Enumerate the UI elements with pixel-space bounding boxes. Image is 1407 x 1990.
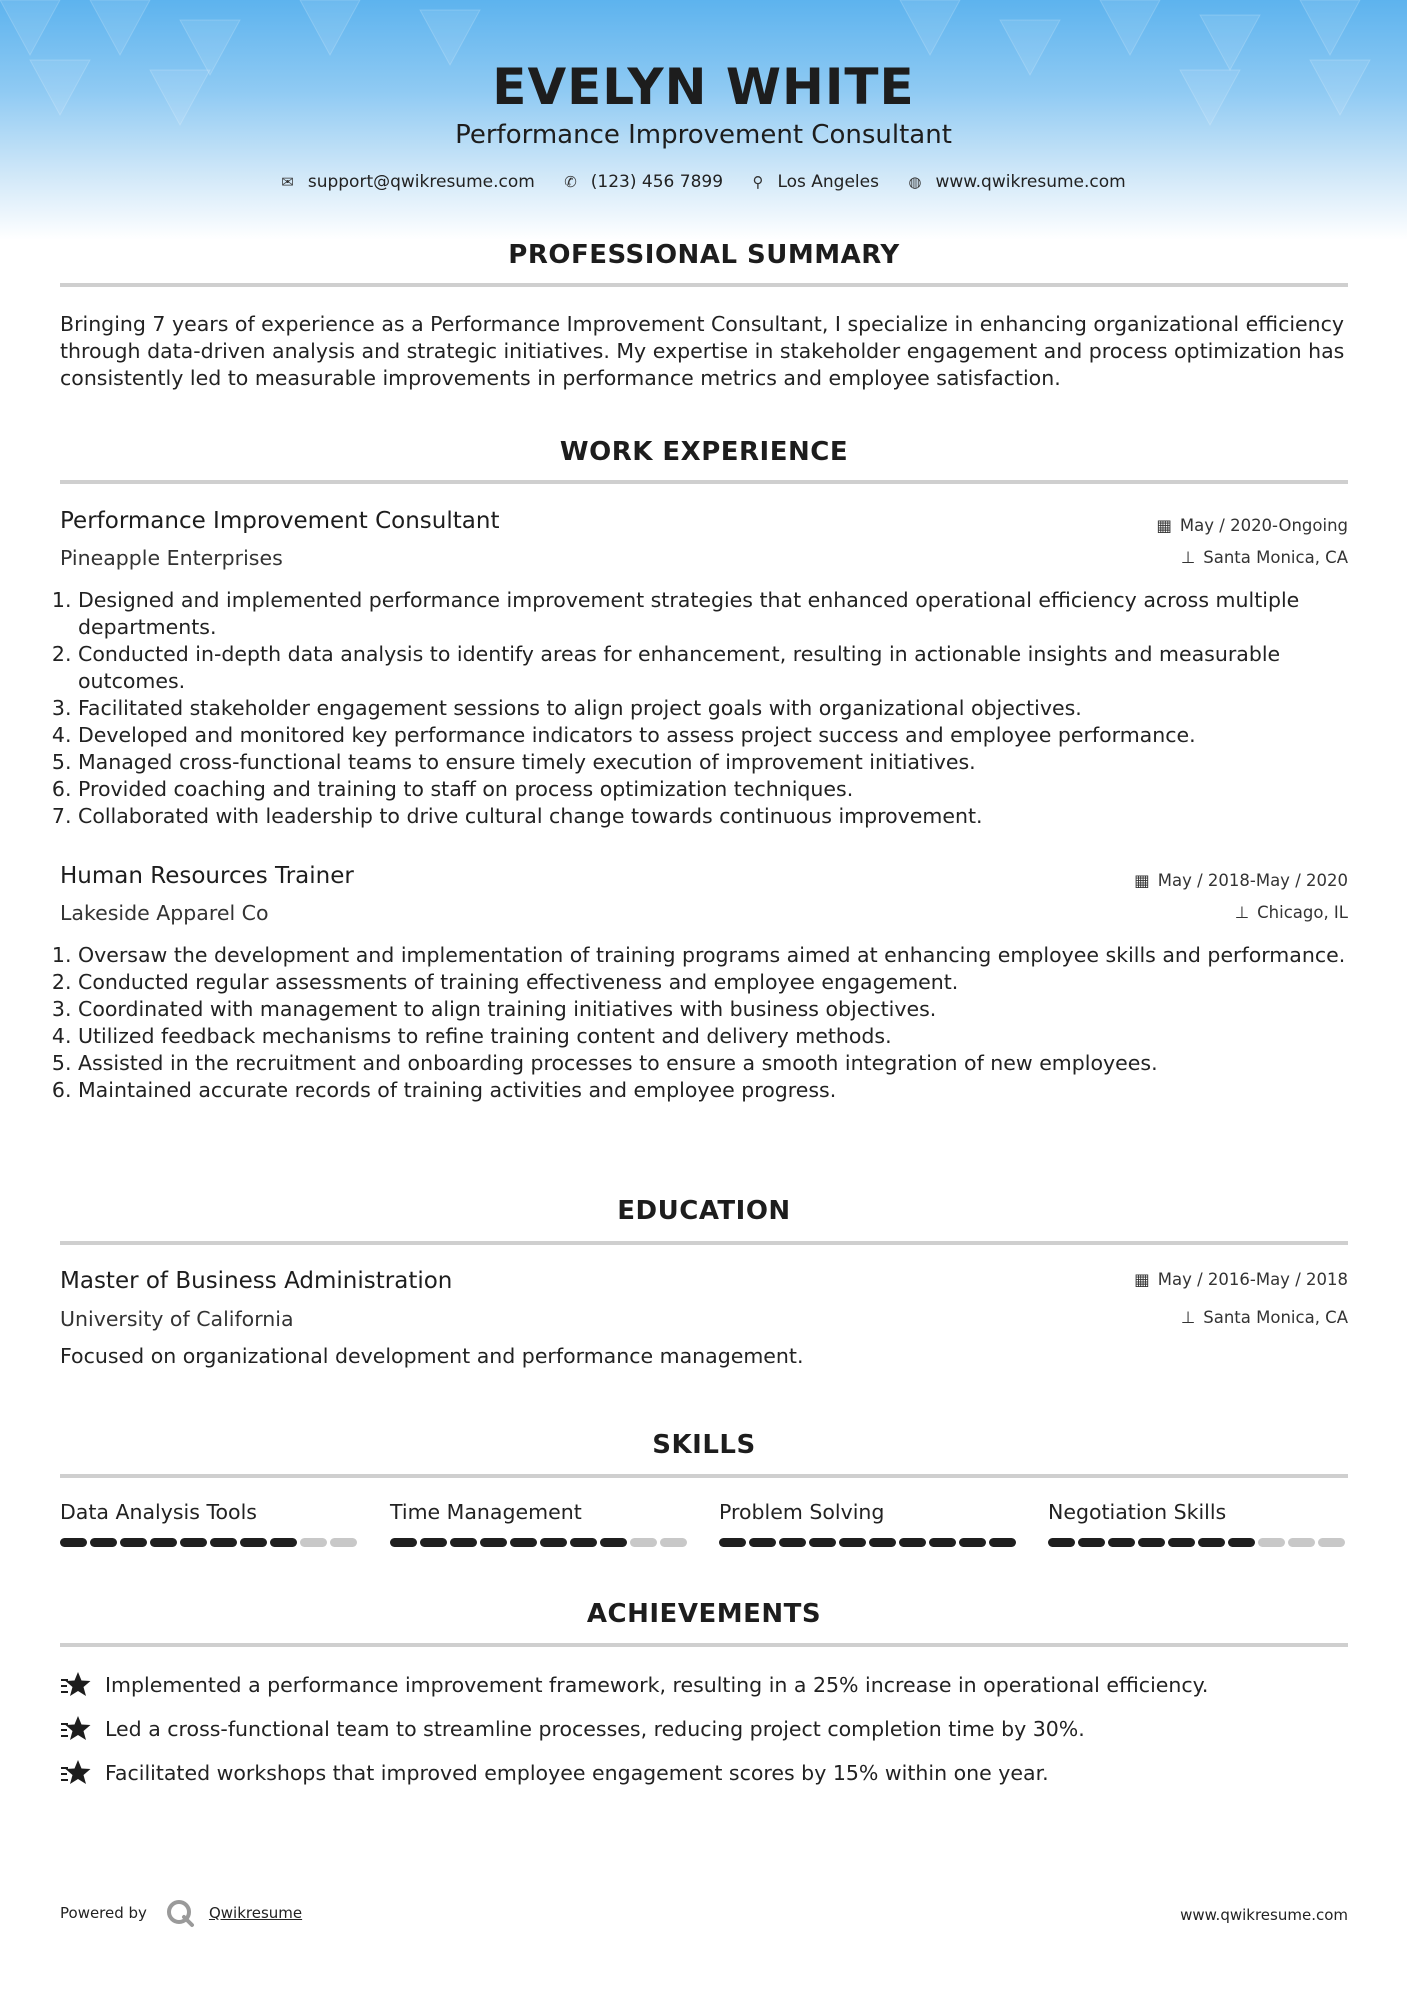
education-location [1181,1308,1348,1327]
skill-level-segment [1288,1538,1315,1547]
star-icon [60,1759,92,1787]
skill-level-segment [510,1538,537,1547]
achievement-text: Facilitated workshops that improved employee engagement scores by 15% within one year. [105,1761,1049,1785]
calendar-icon: ▦ [1134,871,1150,890]
skill-level-segment [480,1538,507,1547]
achievement-text: Implemented a performance improvement framework, resulting in a 25% increase in operational efficiency. [105,1673,1209,1697]
skill-name: Negotiation Skills [1048,1500,1227,1524]
skill-level-segment [839,1538,866,1547]
skill-name: Time Management [390,1500,582,1524]
list-item: 4. Utilized feedback mechanisms to refine training content and delivery methods. [78,1023,1366,1050]
list-item: 6. Maintained accurate records of training activities and employee progress. [78,1077,1366,1104]
job-dates [1134,871,1348,890]
skill-level-bar [719,1538,1019,1547]
job-dates-text: May / 2020-Ongoing [1179,516,1348,535]
company-name: Pineapple Enterprises [60,546,283,570]
calendar-icon: ▦ [1134,1270,1150,1289]
achievements-heading: ACHIEVEMENTS [586,1599,822,1629]
company-name: Lakeside Apparel Co [60,901,269,925]
skill-level-segment [899,1538,926,1547]
qwikresume-link[interactable]: Qwikresume [208,1904,303,1922]
list-item: 1. Designed and implemented performance improvement strategies that enhanced operational efficiency across multiple departments. [78,587,1366,641]
footer-website[interactable]: www.qwikresume.com [1180,1906,1348,1924]
skill-level-segment [1168,1538,1195,1547]
list-item: 3. Facilitated stakeholder engagement sessions to align project goals with organizational objectives. [78,695,1366,722]
skill-level-segment [540,1538,567,1547]
skill-level-segment [300,1538,327,1547]
skill-level-segment [240,1538,267,1547]
skill-level-segment [929,1538,956,1547]
skill-level-segment [1078,1538,1105,1547]
footer-powered-by [60,1898,302,1928]
skills-divider [60,1474,1348,1478]
contact-email[interactable] [281,172,540,192]
achievement-text: Led a cross-functional team to streamline processes, reducing project completion time by 30%. [105,1717,1085,1741]
skill-level-segment [719,1538,746,1547]
education-dates [1134,1270,1348,1289]
job-location [1235,903,1348,922]
star-icon [60,1715,92,1743]
map-marker-icon: ⚲ [752,173,764,191]
skill-level-segment [150,1538,177,1547]
phone-icon: ✆ [564,173,577,191]
education-description: Focused on organizational development and performance management. [60,1344,804,1368]
skill-level-segment [390,1538,417,1547]
job-location-text: Chicago, IL [1257,903,1348,922]
skill-level-bar [1048,1538,1348,1547]
skill-level-segment [959,1538,986,1547]
calendar-icon: ▦ [1156,516,1172,535]
skill-level-segment [450,1538,477,1547]
skill-item [390,1500,690,1524]
envelope-icon: ✉ [281,173,294,191]
list-item: 1. Oversaw the development and implementation of training programs aimed at enhancing employee skills and performance. [78,942,1366,969]
skill-level-segment [749,1538,776,1547]
education-location-text: Santa Monica, CA [1203,1308,1348,1327]
skill-level-segment [630,1538,657,1547]
achievements-divider [60,1643,1348,1647]
skill-item [1048,1500,1348,1524]
candidate-name: EVELYN WHITE [492,58,915,116]
list-item: 5. Managed cross-functional teams to ensure timely execution of improvement initiatives. [78,749,1366,776]
pin-icon: ⊥ [1234,903,1250,922]
list-item: 2. Conducted in-depth data analysis to identify areas for enhancement, resulting in actionable insights and measurable outcomes. [78,641,1366,695]
pin-icon: ⊥ [1180,548,1196,567]
contact-phone-text: (123) 456 7899 [590,172,724,192]
skill-level-segment [1228,1538,1255,1547]
skill-level-segment [180,1538,207,1547]
skill-level-segment [779,1538,806,1547]
job-bullets [60,942,1366,1104]
summary-heading: PROFESSIONAL SUMMARY [508,240,900,270]
degree-title: Master of Business Administration [60,1268,453,1294]
skill-level-segment [60,1538,87,1547]
list-item: 5. Assisted in the recruitment and onboarding processes to ensure a smooth integration of new employees. [78,1050,1366,1077]
job-location [1181,548,1348,567]
contact-website[interactable] [908,172,1125,192]
skill-level-segment [660,1538,687,1547]
contact-bar [0,172,1407,192]
job-bullets [60,587,1366,830]
job-dates [1156,516,1348,535]
skill-level-segment [330,1538,357,1547]
education-dates-text: May / 2016-May / 2018 [1157,1270,1348,1289]
skills-grid [60,1500,1348,1550]
job-title: Performance Improvement Consultant [60,508,500,534]
skill-level-segment [210,1538,237,1547]
globe-icon: ◍ [908,173,922,191]
skill-level-segment [1048,1538,1075,1547]
summary-divider [60,283,1348,287]
skill-item [719,1500,1019,1524]
skill-level-segment [570,1538,597,1547]
skill-level-segment [600,1538,627,1547]
education-heading: EDUCATION [617,1196,791,1226]
candidate-title: Performance Improvement Consultant [455,120,952,150]
experience-divider [60,480,1348,484]
skill-level-segment [120,1538,147,1547]
skill-level-segment [1108,1538,1135,1547]
skill-name: Data Analysis Tools [60,1500,257,1524]
skill-level-segment [809,1538,836,1547]
job-location-text: Santa Monica, CA [1203,548,1348,567]
skill-level-segment [270,1538,297,1547]
experience-heading: WORK EXPERIENCE [559,437,849,467]
list-item: 6. Provided coaching and training to staff on process optimization techniques. [78,776,1366,803]
job-title: Human Resources Trainer [60,863,354,889]
skill-level-segment [1198,1538,1225,1547]
skill-name: Problem Solving [719,1500,885,1524]
powered-by-label: Powered by [60,1904,147,1922]
skill-level-segment [420,1538,447,1547]
list-item: 3. Coordinated with management to align training initiatives with business objectives. [78,996,1366,1023]
list-item: 7. Collaborated with leadership to drive cultural change towards continuous improvement. [78,803,1366,830]
skill-item [60,1500,360,1524]
skill-level-segment [1318,1538,1345,1547]
skill-level-segment [1258,1538,1285,1547]
contact-location [752,172,884,192]
skill-level-segment [1138,1538,1165,1547]
list-item: 4. Developed and monitored key performance indicators to assess project success and employee performance. [78,722,1366,749]
skill-level-bar [60,1538,360,1547]
skills-heading: SKILLS [652,1430,756,1460]
skill-level-segment [989,1538,1016,1547]
skill-level-segment [90,1538,117,1547]
education-divider [60,1241,1348,1245]
contact-location-text: Los Angeles [777,172,879,192]
skill-level-bar [390,1538,690,1547]
qwikresume-logo-icon [165,1898,195,1928]
contact-website-text: www.qwikresume.com [935,172,1126,192]
list-item: 2. Conducted regular assessments of training effectiveness and employee engagement. [78,969,1366,996]
job-dates-text: May / 2018-May / 2020 [1157,871,1348,890]
contact-email-text: support@qwikresume.com [307,172,535,192]
school-name: University of California [60,1307,294,1331]
contact-phone[interactable] [564,172,728,192]
summary-text: Bringing 7 years of experience as a Performance Improvement Consultant, I specialize in enhancing organizational efficiency through data-driven analysis and strategic initiatives. My expertise in stakeholder engagement and process optimization has consistently led to measurable improvements in performance metrics and employee satisfaction. [60,312,1345,390]
pin-icon: ⊥ [1180,1308,1196,1327]
skill-level-segment [869,1538,896,1547]
star-icon [60,1671,92,1699]
